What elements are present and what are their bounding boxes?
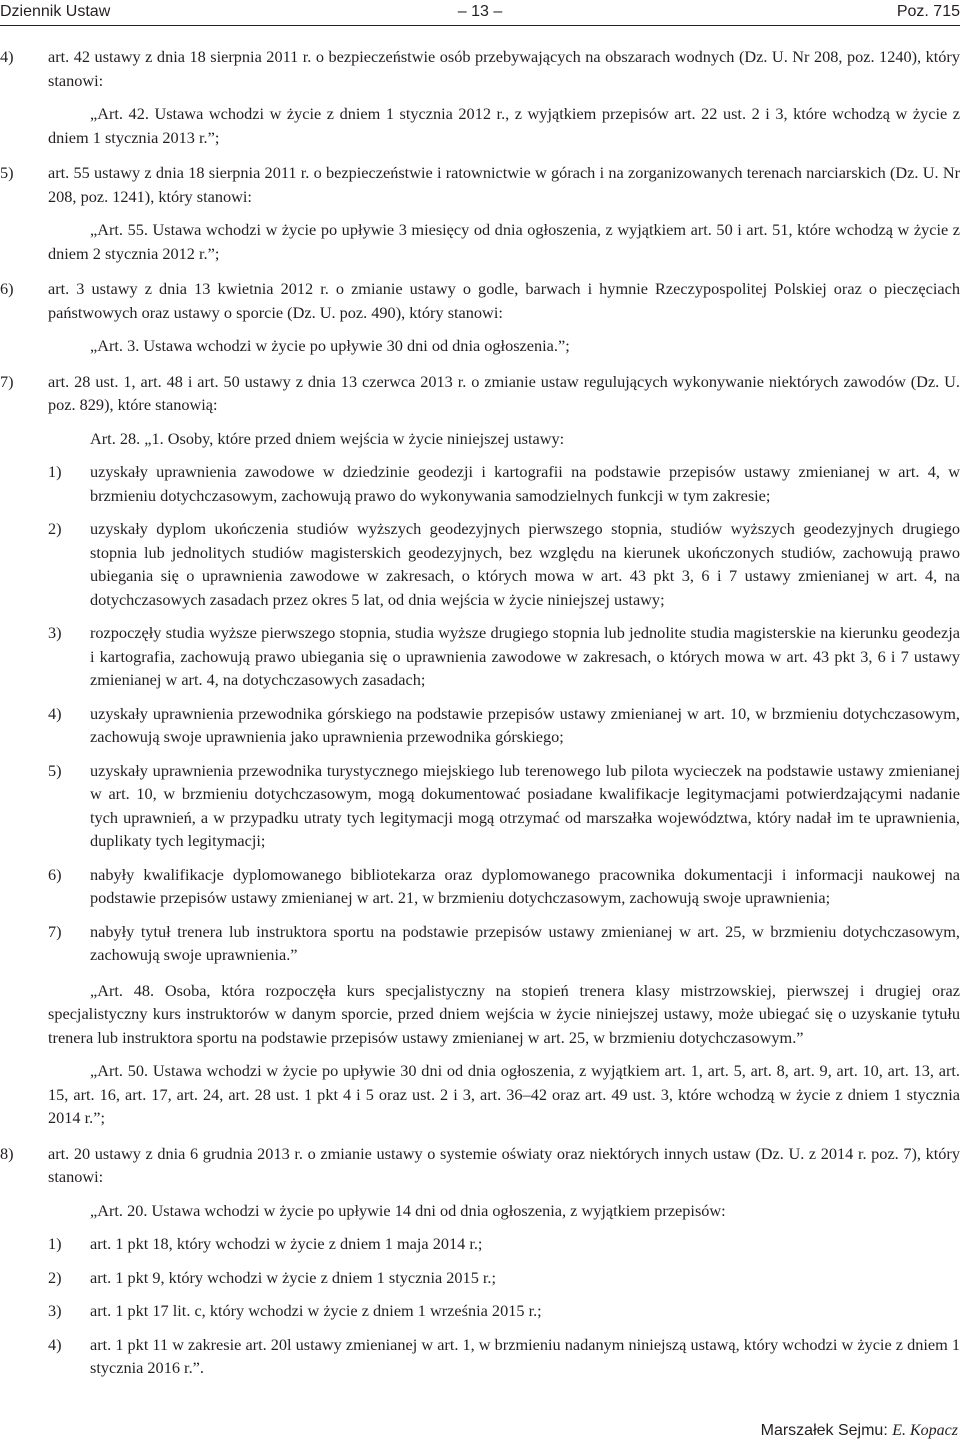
sub-item-text: uzyskały dyplom ukończenia studiów wyższych geodezyjnych pierwszego stopnia, studiów wyższych geodezyjnych drugiego stopnia lub jednolitych studiów magisterskich geodezyjnych, bez względu na kierunek ukończonych studiów, zachowują prawo ubiegania się o uprawnienia zawodowe w zakresach, o których mowa w art. 43 pkt 3, 6 i 7 ustawy zmienianej w art. 4, na dotychczasowych zasadach przez okres 5 lat, od dnia wejścia w życie niniejszej ustawy; xyxy=(90,519,960,609)
item-number: 5) xyxy=(0,163,14,182)
sub-item xyxy=(0,702,960,749)
sub-item-text: uzyskały uprawnienia przewodnika górskiego na podstawie przepisów ustawy zmienianej w art. 10, w brzmieniu dotychczasowym, zachowują swoje uprawnienia jako uprawnienia przewodnika górskiego; xyxy=(90,703,960,746)
page-number: – 13 – xyxy=(457,3,503,20)
sub-item-number: 3) xyxy=(48,623,62,642)
sub-item xyxy=(0,1333,960,1380)
sub-item-number: 7) xyxy=(48,921,62,941)
quoted-article: „Art. 20. Ustawa wchodzi w życie po upływie 14 dni od dnia ogłoszenia, z wyjątkiem przepisów: xyxy=(90,1200,726,1220)
sub-item-text: uzyskały uprawnienia przewodnika turystycznego miejskiego lub terenowego lub pilota wycieczek na podstawie ustawy zmienianej w art. 10, w brzmieniu dotychczasowym, mogą dokumentować posiadane kwalifikacje legitymacjami potwierdzającymi nadanie tych uprawnień, a w przypadku utraty tych legitymacji mogą otrzymać od marszałka województwa, który nadał im te uprawnienia, duplikaty tych legitymacji; xyxy=(90,760,960,850)
signature-label: Marszałek Sejmu: xyxy=(760,1422,888,1439)
header-rule xyxy=(0,25,960,26)
sub-item-number: 5) xyxy=(48,760,62,780)
quoted-article-48: „Art. 48. Osoba, która rozpoczęła kurs specjalistyczny na stopień trenera klasy mistrzowskiej, pierwszej i drugiej oraz specjalistyczny kurs instruktorów w danym sporcie, przed dniem wejścia w życie niniejszej ustawy, może ubiegać się o uzyskanie tytułu trenera lub instruktora sportu na podstawie przepisów ustawy zmienianej w art. 25, w brzmieniu dotychczasowym.” xyxy=(48,980,960,1047)
sub-item xyxy=(0,517,960,611)
page-header xyxy=(0,0,960,26)
sub-item xyxy=(0,1299,960,1323)
sub-item-number: 2) xyxy=(48,1267,62,1287)
journal-title: Dziennik Ustaw xyxy=(0,3,111,20)
list-item-6 xyxy=(0,277,960,324)
sub-item-text: rozpoczęły studia wyższe pierwszego stopnia, studia wyższe drugiego stopnia lub jednolite studia magisterskie na kierunku geodezja i kartografia, zachowują prawo ubiegania się o uprawnienia zawodowe w zakresach, o których mowa w art. 43 pkt 3, 6 i 7 ustawy zmienianej w art. 4, na dotychczasowych zasadach; xyxy=(90,623,960,689)
sub-item-number: 1) xyxy=(48,1234,62,1253)
item-text: art. 55 ustawy z dnia 18 sierpnia 2011 r. o bezpieczeństwie i ratownictwie w górach i na zorganizowanych terenach narciarskich (Dz. U. Nr 208, poz. 1241), który stanowi: xyxy=(48,163,960,206)
item-text: art. 28 ust. 1, art. 48 i art. 50 ustawy z dnia 13 czerwca 2013 r. o zmianie ustaw regulujących wykonywanie niektórych zawodów (Dz. U. poz. 829), które stanowią: xyxy=(48,371,960,414)
sub-item xyxy=(0,621,960,692)
sub-item-text: nabyły tytuł trenera lub instruktora sportu na podstawie przepisów ustawy zmienianej w art. 25, w brzmieniu dotychczasowym, zachowują swoje uprawnienia.” xyxy=(90,921,960,964)
sub-item-number: 4) xyxy=(48,703,62,723)
quoted-article: Art. 28. „1. Osoby, które przed dniem wejścia w życie niniejszej ustawy: xyxy=(90,428,565,448)
sub-item xyxy=(0,1232,960,1256)
sub-item-text: nabyły kwalifikacje dyplomowanego bibliotekarza oraz dyplomowanego pracownika dokumentacji i informacji naukowej na podstawie przepisów ustawy zmienianej w art. 21, w brzmieniu dotychczasowym, zachowują swoje uprawnienia; xyxy=(90,864,960,907)
item-text: art. 3 ustawy z dnia 13 kwietnia 2012 r. o zmianie ustawy o godle, barwach i hymnie Rzeczypospolitej Polskiej oraz o pieczęciach państwowych oraz ustawy o sporcie (Dz. U. poz. 490), który stanowi: xyxy=(48,279,960,322)
item-text: art. 20 ustawy z dnia 6 grudnia 2013 r. o zmianie ustawy o systemie oświaty oraz niektórych innych ustaw (Dz. U. z 2014 r. poz. 7), który stanowi: xyxy=(48,1143,960,1186)
list-item-5 xyxy=(0,161,960,208)
sub-item-text: art. 1 pkt 17 lit. c, który wchodzi w życie z dniem 1 września 2015 r.; xyxy=(90,1301,542,1320)
sub-item-number: 6) xyxy=(48,864,62,884)
sub-item xyxy=(0,759,960,853)
position-number: Poz. 715 xyxy=(896,3,960,20)
item-text: art. 42 ustawy z dnia 18 sierpnia 2011 r. o bezpieczeństwie osób przebywających na obszarach wodnych (Dz. U. Nr 208, poz. 1240), który stanowi: xyxy=(48,47,960,90)
item-number: 4) xyxy=(0,47,14,66)
sub-item-text: art. 1 pkt 9, który wchodzi w życie z dniem 1 stycznia 2015 r.; xyxy=(90,1267,497,1287)
sub-item-text: art. 1 pkt 18, który wchodzi w życie z dniem 1 maja 2014 r.; xyxy=(90,1234,483,1253)
signature xyxy=(761,1419,958,1443)
sub-item-number: 3) xyxy=(48,1301,62,1320)
quoted-article-50: „Art. 50. Ustawa wchodzi w życie po upływie 30 dni od dnia ogłoszenia, z wyjątkiem art. 1, art. 5, art. 8, art. 9, art. 10, art. 13, art. 15, art. 16, art. 17, art. 24, art. 28 ust. 1 pkt 4 i 5 oraz ust. 2 i 3, art. 36–42 oraz art. 49 ust. 3, które wchodzą w życie z dniem 1 stycznia 2014 r.”; xyxy=(48,1061,960,1127)
sub-item xyxy=(0,1266,960,1290)
list-item-4 xyxy=(0,45,960,92)
quoted-article: „Art. 55. Ustawa wchodzi w życie po upływie 3 miesięcy od dnia ogłoszenia, z wyjątkiem art. 50 i art. 51, które wchodzą w życie z dniem 2 stycznia 2012 r.”; xyxy=(48,220,960,263)
sub-item-number: 4) xyxy=(48,1334,62,1354)
sub-item xyxy=(0,920,960,967)
item-number: 7) xyxy=(0,371,14,391)
quoted-article: „Art. 42. Ustawa wchodzi w życie z dniem 1 stycznia 2012 r., z wyjątkiem przepisów art. 22 ust. 2 i 3, które wchodzą w życie z dniem 1 stycznia 2013 r.”; xyxy=(48,104,960,147)
sub-item xyxy=(0,863,960,910)
item-number: 8) xyxy=(0,1143,14,1163)
quoted-article: „Art. 3. Ustawa wchodzi w życie po upływie 30 dni od dnia ogłoszenia.”; xyxy=(90,336,570,355)
list-item-7 xyxy=(0,370,960,417)
sub-item-text: art. 1 pkt 11 w zakresie art. 20l ustawy zmienianej w art. 1, w brzmieniu nadanym niniejszą ustawą, który wchodzi w życie z dniem 1 stycznia 2016 r.”. xyxy=(90,1334,960,1377)
sub-item-number: 2) xyxy=(48,519,62,538)
item-number: 6) xyxy=(0,279,14,298)
sub-item-number: 1) xyxy=(48,462,62,481)
sub-item-text: uzyskały uprawnienia zawodowe w dziedzinie geodezji i kartografii na podstawie przepisów ustawy zmienianej w art. 4, w brzmieniu dotychczasowym, zachowują prawo do wykonywania samodzielnych funkcji w tym zakresie; xyxy=(90,462,960,505)
list-item-8 xyxy=(0,1142,960,1189)
signature-name: E. Kopacz xyxy=(892,1422,958,1439)
sub-item xyxy=(0,460,960,507)
document-body xyxy=(0,45,960,1380)
